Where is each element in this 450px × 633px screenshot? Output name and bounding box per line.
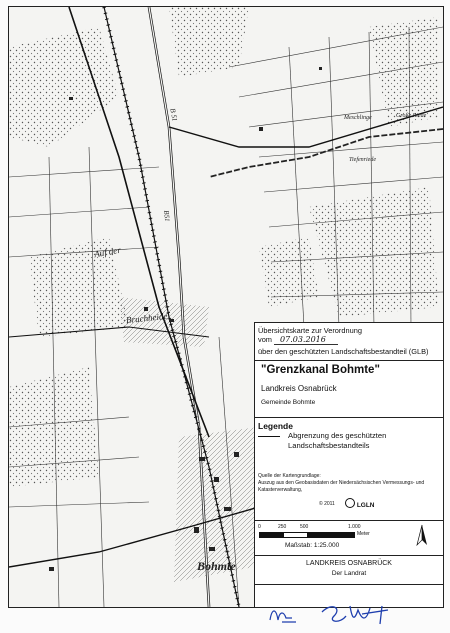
header-line-3: über den geschützten Landschaftsbestandteil (GLB): [258, 347, 429, 356]
glb-title: "Grenzkanal Bohmte": [261, 364, 380, 376]
handwritten-signature: [262, 598, 432, 632]
scale-bar: [259, 532, 355, 538]
handwritten-date: 07.03.2016: [274, 335, 338, 345]
road-label-b51-north: B 51: [168, 107, 179, 123]
place-label-auf-der: Auf der: [93, 244, 122, 260]
date-prefix: vom: [258, 335, 272, 344]
place-label-grosse-riede: Große Riede: [396, 113, 427, 119]
header-line-1: Übersichtskarte zur Verordnung: [258, 326, 362, 335]
place-label-bruchheide: Bruchheide: [125, 310, 168, 326]
authority-label: LANDKREIS OSNABRÜCK: [306, 560, 392, 567]
road-label-b51: B51: [162, 210, 172, 222]
scale-tick-1000: 1.000: [348, 524, 361, 530]
source-heading: Quelle der Kartengrundlage:: [258, 473, 321, 479]
legend-section: [255, 417, 443, 520]
header-date-row: [258, 335, 338, 344]
scale-tick-0: 0: [258, 524, 261, 530]
scale-unit: Meter: [357, 531, 370, 537]
title-section: [255, 360, 443, 418]
authority-section: [255, 554, 443, 585]
scale-tick-250: 250: [278, 524, 287, 530]
authority-sub-label: Der Landrat: [331, 570, 367, 577]
place-label-meschlinge: Meschlinge: [344, 115, 372, 121]
municipality-label: Gemeinde Bohmte: [261, 399, 316, 406]
place-label-bohmte: Bohmte: [197, 559, 236, 573]
scale-label: Maßstab: 1:25.000: [285, 542, 340, 549]
north-arrow-icon: [415, 523, 429, 549]
lgln-emblem-icon: [345, 498, 355, 508]
boundary-line-symbol: [258, 436, 280, 437]
lgln-label: LGLN: [356, 502, 375, 509]
place-label-tiefenriede: Tiefenriede: [349, 157, 376, 163]
lgln-logo: [345, 498, 375, 509]
legend-item-boundary: Abgrenzung des geschützten Landschaftsbestandteils: [288, 431, 387, 450]
scale-tick-500: 500: [300, 524, 309, 530]
town-area: [119, 297, 259, 582]
district-label: Landkreis Osnabrück: [261, 384, 337, 393]
legend-heading: Legende: [258, 421, 293, 431]
copyright-label: © 2011: [319, 501, 335, 507]
scale-section: [255, 520, 443, 556]
canal: [209, 129, 443, 177]
header-section: [255, 323, 443, 361]
legend-panel: [254, 322, 443, 607]
source-text: Auszug aus den Geobasisdaten der Niedersächsischen Vermessungs- und Katasterverwaltung,: [258, 480, 425, 493]
